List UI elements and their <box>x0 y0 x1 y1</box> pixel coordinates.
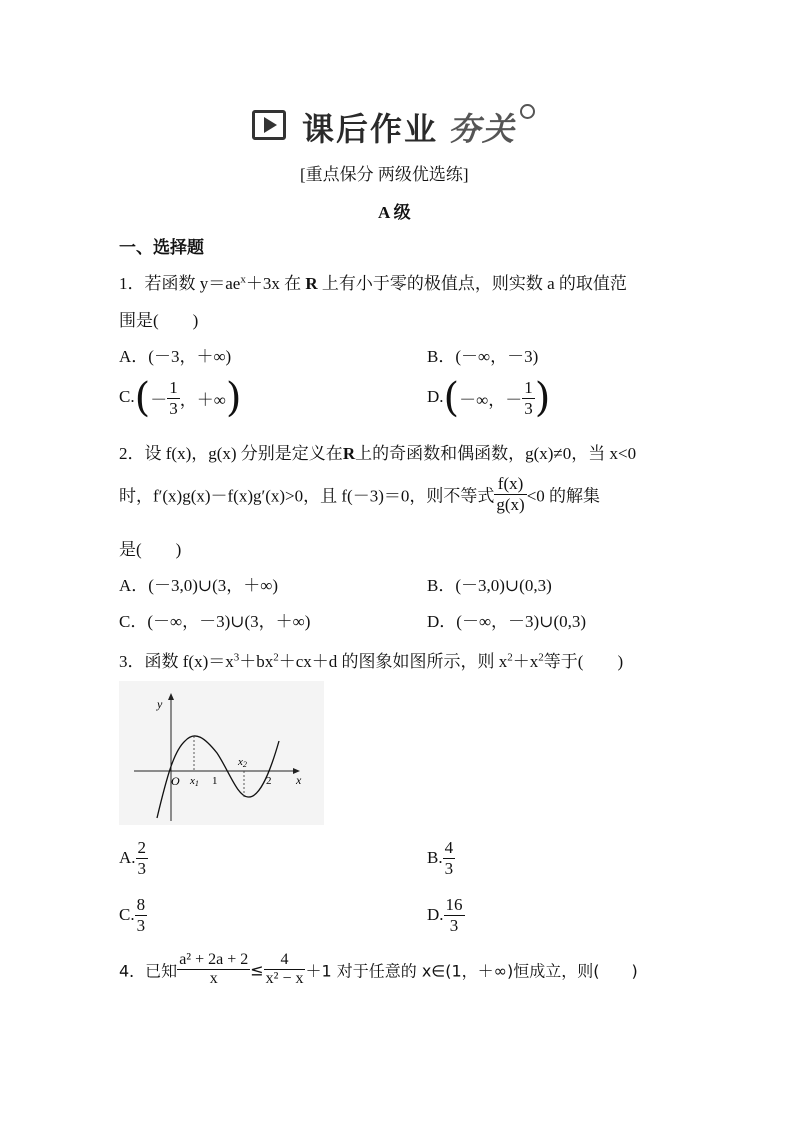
fraction: $\frac{1}{3}$ <box>524 378 533 418</box>
q1-option-c: C.(－ $\frac{1}{3}$ ，＋∞) <box>119 375 242 422</box>
q2-line3: 是( ) <box>119 540 182 559</box>
fraction: $\frac{8}{3}$ <box>136 895 146 935</box>
q2-line2: 时，f′(x)g(x)－f(x)g′(x)>0，且 f(－3)＝0，则不等式 $\frac{f(x)}{g(x)}$ <0 的解集 <box>119 474 601 514</box>
fraction: $\frac{1}{3}$ <box>169 378 178 418</box>
fraction: $\frac{\text{a² + 2a + 2}}{x}$ <box>179 951 249 988</box>
fraction: $\frac{4}{\text{x² − x}}$ <box>265 951 304 988</box>
y-axis-label: y <box>157 697 163 711</box>
q3-line1: 3．函数 $f(x)=x^3+bx^2+cx+d$ 的图象如图所示，则 $x^2+x^2$等于( ) <box>119 651 624 671</box>
function-graph <box>119 681 324 825</box>
x-axis-label: x <box>296 773 302 787</box>
q3-option-a: A. $\frac{2}{3}$ <box>119 838 147 878</box>
q2-option-d: D．(－∞，－3)∪(0,3) <box>427 612 587 631</box>
q1-option-b: B．(－∞，－3) <box>427 347 539 366</box>
play-icon <box>252 110 286 140</box>
header <box>252 104 552 148</box>
q2-option-b: B．(－3,0)∪(0,3) <box>427 576 552 595</box>
q3-option-d: D. $\frac{16}{3}$ <box>427 895 463 935</box>
q4-line1: 4．已知 $\frac{\text{a² + 2a + 2}}{x}$ ≤ $\frac{4}{\text{x² − x}}$ ＋1 对于任意的 x∈(1，＋∞)恒成立，则( ) <box>119 951 638 988</box>
fraction: $\frac{2}{3}$ <box>137 838 147 878</box>
origin-label: O <box>171 774 180 788</box>
q2-option-c: C．(－∞，－3)∪(3，＋∞) <box>119 612 311 631</box>
x2-label: x2 <box>238 756 247 769</box>
fraction: $\frac{f(x)}{g(x)}$ <box>496 474 525 514</box>
tick-one-label: 1 <box>212 775 218 787</box>
level-heading: A 级 <box>378 203 411 222</box>
section-heading: 一、选择题 <box>119 238 204 258</box>
q1-option-d: D.(－∞，－ $\frac{1}{3}$ ) <box>427 375 551 422</box>
q1-option-a: A．(－3，＋∞) <box>119 347 232 366</box>
q1-line1: 1．若函数 $y=ae^x+3x$ 在 R 上有小于零的极值点，则实数 a 的取值范 <box>119 273 627 293</box>
q2-line1: 2．设 f(x)，g(x) 分别是定义在R上的奇函数和偶函数，g(x)≠0，当 x<0 <box>119 444 637 463</box>
badge-icon <box>520 104 535 119</box>
graph-background <box>119 681 324 825</box>
brand-logo: 夯关 <box>448 110 517 148</box>
fraction: $\frac{16}{3}$ <box>445 895 463 935</box>
page-title: 课后作业 <box>302 110 439 148</box>
x1-label: x1 <box>190 775 199 788</box>
q3-option-c: C. $\frac{8}{3}$ <box>119 895 146 935</box>
q3-option-b: B. $\frac{4}{3}$ <box>427 838 454 878</box>
q2-option-a: A．(－3,0)∪(3，＋∞) <box>119 576 279 595</box>
tick-two-label: 2 <box>266 775 272 787</box>
fraction: $\frac{4}{3}$ <box>444 838 454 878</box>
subtitle: [重点保分 两级优选练] <box>300 165 469 184</box>
q1-line2: 围是( ) <box>119 311 199 330</box>
